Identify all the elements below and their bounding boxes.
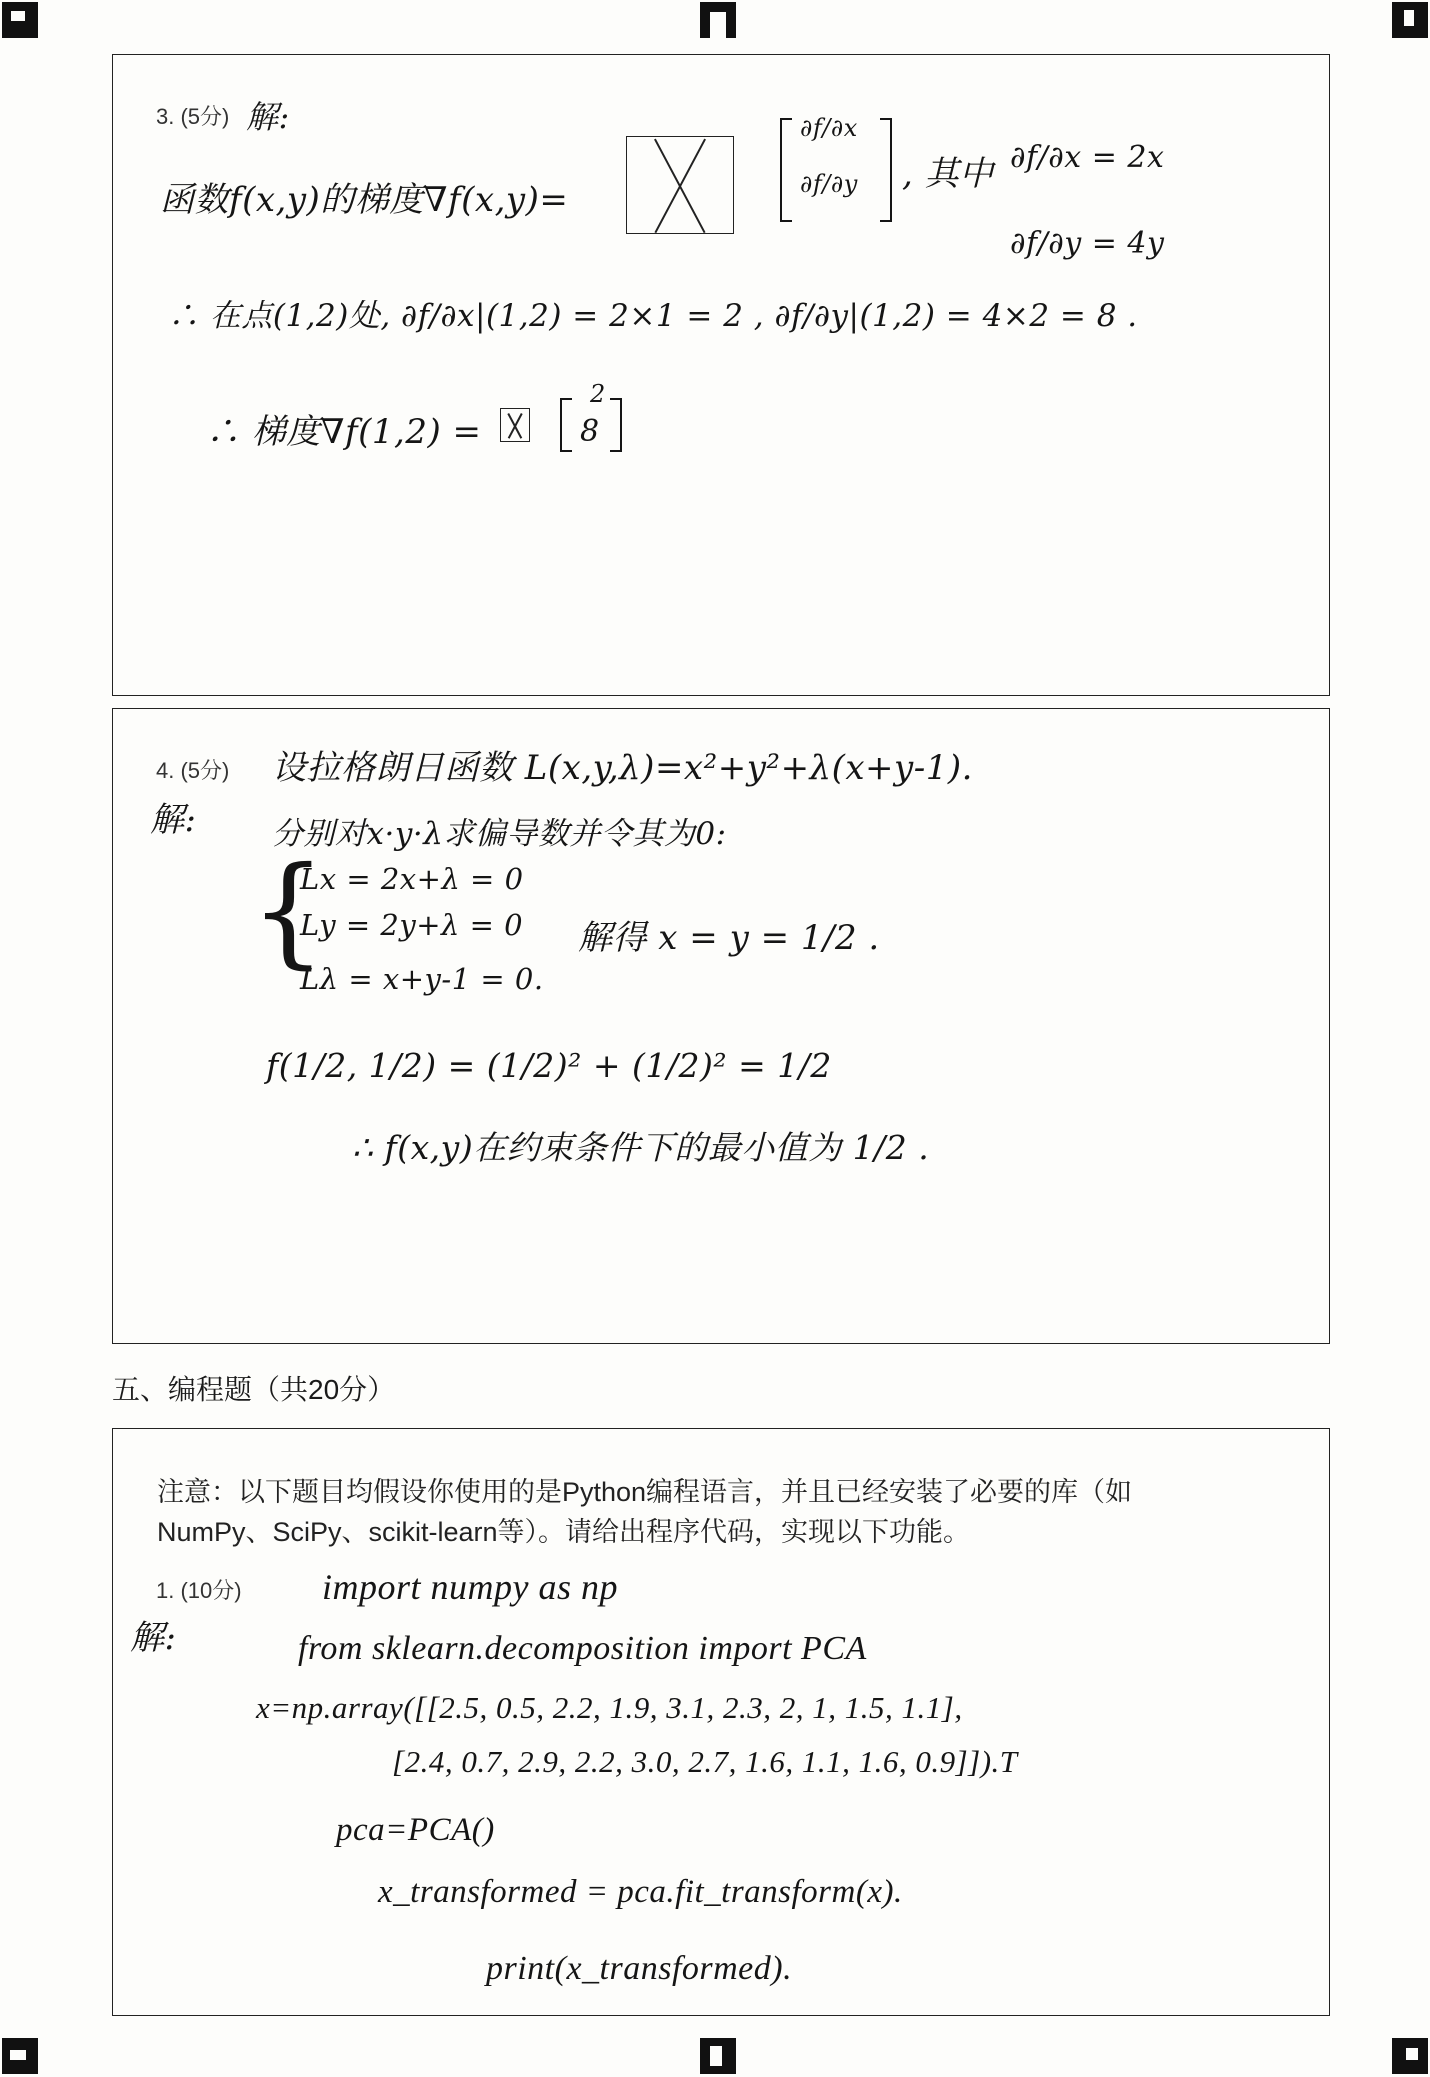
crossed-out-mark [500, 408, 530, 442]
q3-evaluation-line: ∴ 在点(1,2)处, ∂f/∂x|(1,2) = 2×1 = 2 , ∂f/∂y|(1,2) = 4×2 = 8 . [168, 298, 1138, 334]
q3-gradient-top: 2 [590, 380, 606, 408]
q4-jie: 解: [150, 800, 197, 840]
note-line-1: 注意：以下题目均假设你使用的是Python编程语言，并且已经安装了必要的库（如 [157, 1477, 1133, 1507]
q3-gradient-bottom: 8 [580, 414, 600, 449]
q4-lagrangian: 设拉格朗日函数 L(x,y,λ)=x²+y²+λ(x+y-1). [272, 748, 973, 788]
programming-q1-label: 1. (10分) [156, 1578, 242, 1603]
q3-vector-bottom: ∂f/∂y [800, 170, 858, 198]
q4-function-value: f(1/2, 1/2) = (1/2)² + (1/2)² = 1/2 [266, 1046, 832, 1085]
q4-equation-1: Lx = 2x+λ = 0 [300, 862, 524, 896]
q4-solution: 解得 x = y = 1/2 . [578, 918, 880, 958]
registration-marker-top-left [2, 2, 38, 38]
registration-marker-bottom-center [700, 2038, 736, 2074]
q3-partial-x: ∂f/∂x = 2x [1010, 140, 1165, 175]
q3-vector-top: ∂f/∂x [800, 114, 858, 142]
q3-qizhong: , 其中 [902, 154, 994, 194]
note-line-2: NumPy、SciPy、scikit-learn等）。请给出程序代码，实现以下功能。 [157, 1517, 971, 1547]
q3-gradient-definition: 函数f(x,y)的梯度∇f(x,y)= [160, 180, 569, 220]
code-line-1: import numpy as np [322, 1567, 618, 1607]
programming-jie: 解: [130, 1618, 177, 1658]
gradient-left-bracket [560, 398, 572, 452]
code-line-6: x_transformed = pca.fit_transform(x). [378, 1874, 903, 1910]
section-title: 五、编程题（共20分） [112, 1374, 396, 1405]
q3-result-prefix: ∴ 梯度∇f(1,2) = [206, 412, 482, 452]
vector-right-bracket [880, 118, 892, 222]
q4-conclusion: ∴ f(x,y)在约束条件下的最小值为 1/2 . [352, 1128, 930, 1167]
code-line-7: print(x_transformed). [486, 1950, 793, 1987]
code-line-5: pca=PCA() [336, 1812, 495, 1848]
q3-jie: 解: [246, 98, 290, 136]
q4-equation-2: Ly = 2y+λ = 0 [300, 908, 524, 942]
registration-marker-bottom-right [1392, 2038, 1428, 2074]
crossed-out-scribble [626, 136, 734, 234]
registration-marker-top-right [1392, 2, 1428, 38]
q4-equation-3: Lλ = x+y-1 = 0. [300, 962, 544, 996]
q3-label: 3. (5分) [156, 104, 230, 129]
gradient-right-bracket [610, 398, 622, 452]
q4-label: 4. (5分) [156, 758, 230, 783]
equation-system-brace: { [250, 842, 327, 981]
answer-box-q4 [112, 708, 1330, 1344]
code-line-3: x=np.array([[2.5, 0.5, 2.2, 1.9, 3.1, 2.3, 2, 1, 1.5, 1.1], [256, 1690, 963, 1725]
q4-partial-instruction: 分别对x·y·λ求偏导数并令其为0: [272, 816, 727, 852]
code-line-2: from sklearn.decomposition import PCA [298, 1630, 867, 1667]
registration-marker-top-center [700, 2, 736, 38]
registration-marker-bottom-left [2, 2038, 38, 2074]
q3-partial-y: ∂f/∂y = 4y [1010, 226, 1165, 261]
vector-left-bracket [780, 118, 792, 222]
code-line-4: [2.4, 0.7, 2.9, 2.2, 3.0, 2.7, 1.6, 1.1, 1.6, 0.9]]).T [392, 1744, 1018, 1779]
